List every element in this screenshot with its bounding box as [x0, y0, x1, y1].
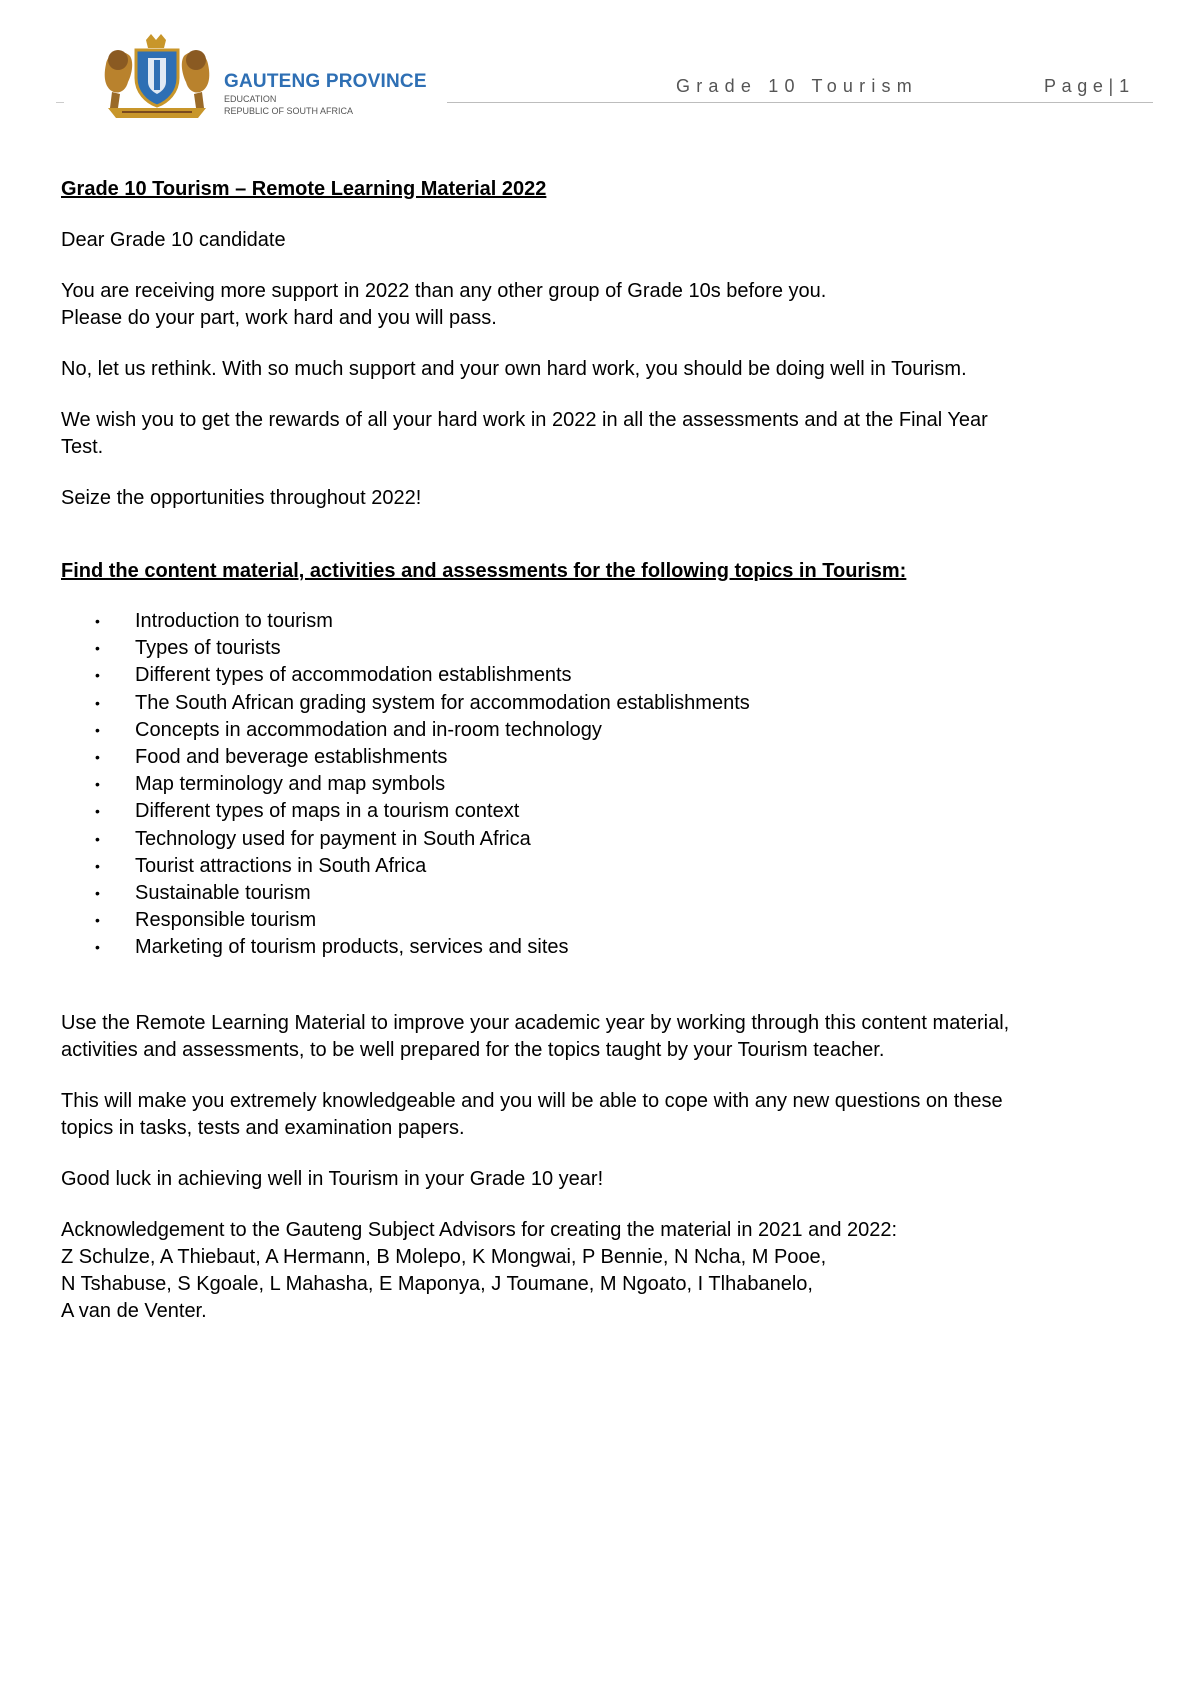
page-separator: |	[1108, 76, 1114, 96]
acknowledgement-line: N Tshabuse, S Kgoale, L Mahasha, E Maponya, J Toumane, M Ngoato, I Tlhabanelo,	[61, 1272, 813, 1295]
page-number-value: 1	[1119, 76, 1130, 96]
topic-label: Different types of maps in a tourism context	[135, 800, 520, 823]
topic-label: Concepts in accommodation and in-room technology	[135, 718, 602, 741]
topic-list-item	[61, 744, 1141, 771]
paragraph-good-luck: Good luck in achieving well in Tourism in your Grade 10 year!	[61, 1167, 604, 1190]
logo-subtitle-education: EDUCATION	[224, 94, 277, 104]
topic-label: Introduction to tourism	[135, 610, 333, 632]
paragraph-knowledgeable	[61, 1088, 1141, 1142]
topics-list	[61, 608, 1141, 962]
page-label: Page	[1044, 76, 1109, 96]
topic-label: Different types of accommodation establishments	[135, 664, 572, 687]
acknowledgement-line: Acknowledgement to the Gauteng Subject Advisors for creating the material in 2021 and 2022:	[61, 1218, 898, 1241]
topics-heading: Find the content material, activities and assessments for the following topics in Tourism:	[61, 560, 907, 582]
topic-list-item	[61, 907, 1141, 934]
topic-list-item	[61, 717, 1141, 744]
topic-list-item	[61, 880, 1141, 907]
logo-subtitle-country: REPUBLIC OF SOUTH AFRICA	[224, 106, 354, 116]
paragraph-line: topics in tasks, tests and examination papers.	[61, 1116, 465, 1139]
bullet-icon: •	[95, 749, 100, 766]
acknowledgement-line: Z Schulze, A Thiebaut, A Hermann, B Molepo, K Mongwai, P Bennie, N Ncha, M Pooe,	[61, 1245, 827, 1268]
paragraph-support	[61, 278, 1141, 332]
topic-list-item	[61, 690, 1141, 717]
coat-of-arms-icon	[98, 34, 216, 122]
topic-list-item	[61, 662, 1141, 689]
paragraph-seize: Seize the opportunities throughout 2022!	[61, 487, 422, 509]
document-body	[61, 176, 1141, 1349]
topic-list-item	[61, 771, 1141, 798]
page-header	[0, 0, 1200, 130]
acknowledgement-line: A van de Venter.	[61, 1299, 207, 1322]
bullet-icon: •	[95, 830, 100, 847]
paragraph-use-material	[61, 1010, 1141, 1064]
topic-label: Food and beverage establishments	[135, 746, 448, 769]
paragraph-rethink: No, let us rethink. With so much support and your own hard work, you should be doing well in Tourism.	[61, 358, 967, 380]
page-number	[1044, 76, 1129, 97]
paragraph-rewards	[61, 407, 1141, 461]
topic-label: Types of tourists	[135, 637, 281, 660]
topic-list-item	[61, 934, 1141, 961]
bullet-icon: •	[95, 857, 100, 874]
topic-list-item	[61, 826, 1141, 853]
paragraph-line: Please do your part, work hard and you will pass.	[61, 307, 497, 329]
bullet-icon: •	[95, 721, 100, 738]
paragraph-line: We wish you to get the rewards of all your hard work in 2022 in all the assessments and at the Final Year	[61, 409, 988, 431]
topic-list-item	[61, 853, 1141, 880]
header-divider	[447, 102, 1153, 103]
topic-label: Responsible tourism	[135, 909, 317, 932]
paragraph-line: Use the Remote Learning Material to improve your academic year by working through this content material,	[61, 1011, 1010, 1034]
topic-label: Technology used for payment in South Africa	[135, 827, 531, 850]
topic-list-item	[61, 608, 1141, 635]
paragraph-line: activities and assessments, to be well prepared for the topics taught by your Tourism teacher.	[61, 1038, 885, 1061]
greeting: Dear Grade 10 candidate	[61, 229, 286, 251]
bullet-icon: •	[95, 776, 100, 793]
topic-label: Sustainable tourism	[135, 882, 311, 905]
bullet-icon: •	[95, 613, 100, 629]
topic-label: The South African grading system for accommodation establishments	[135, 691, 750, 714]
bullet-icon: •	[95, 694, 100, 711]
logo-title: GAUTENG PROVINCE	[224, 71, 427, 92]
acknowledgement	[61, 1217, 1141, 1325]
bullet-icon: •	[95, 912, 100, 929]
topic-list-item	[61, 798, 1141, 825]
bullet-icon: •	[95, 667, 100, 684]
topic-list-item	[61, 635, 1141, 662]
document-title: Grade 10 Tourism – Remote Learning Material 2022	[61, 178, 547, 200]
bullet-icon: •	[95, 939, 100, 956]
topic-label: Tourist attractions in South Africa	[135, 854, 427, 877]
running-title: Grade 10 Tourism	[676, 76, 918, 96]
paragraph-line: This will make you extremely knowledgeable and you will be able to cope with any new questions on these	[61, 1089, 1003, 1112]
bullet-icon: •	[95, 640, 100, 657]
paragraph-line: You are receiving more support in 2022 than any other group of Grade 10s before you.	[61, 280, 827, 302]
bullet-icon: •	[95, 803, 100, 820]
gauteng-logo	[98, 34, 428, 124]
paragraph-line: Test.	[61, 436, 104, 458]
header-divider-left	[56, 102, 64, 103]
bullet-icon: •	[95, 885, 100, 902]
topic-label: Map terminology and map symbols	[135, 773, 446, 796]
topic-label: Marketing of tourism products, services and sites	[135, 936, 569, 959]
